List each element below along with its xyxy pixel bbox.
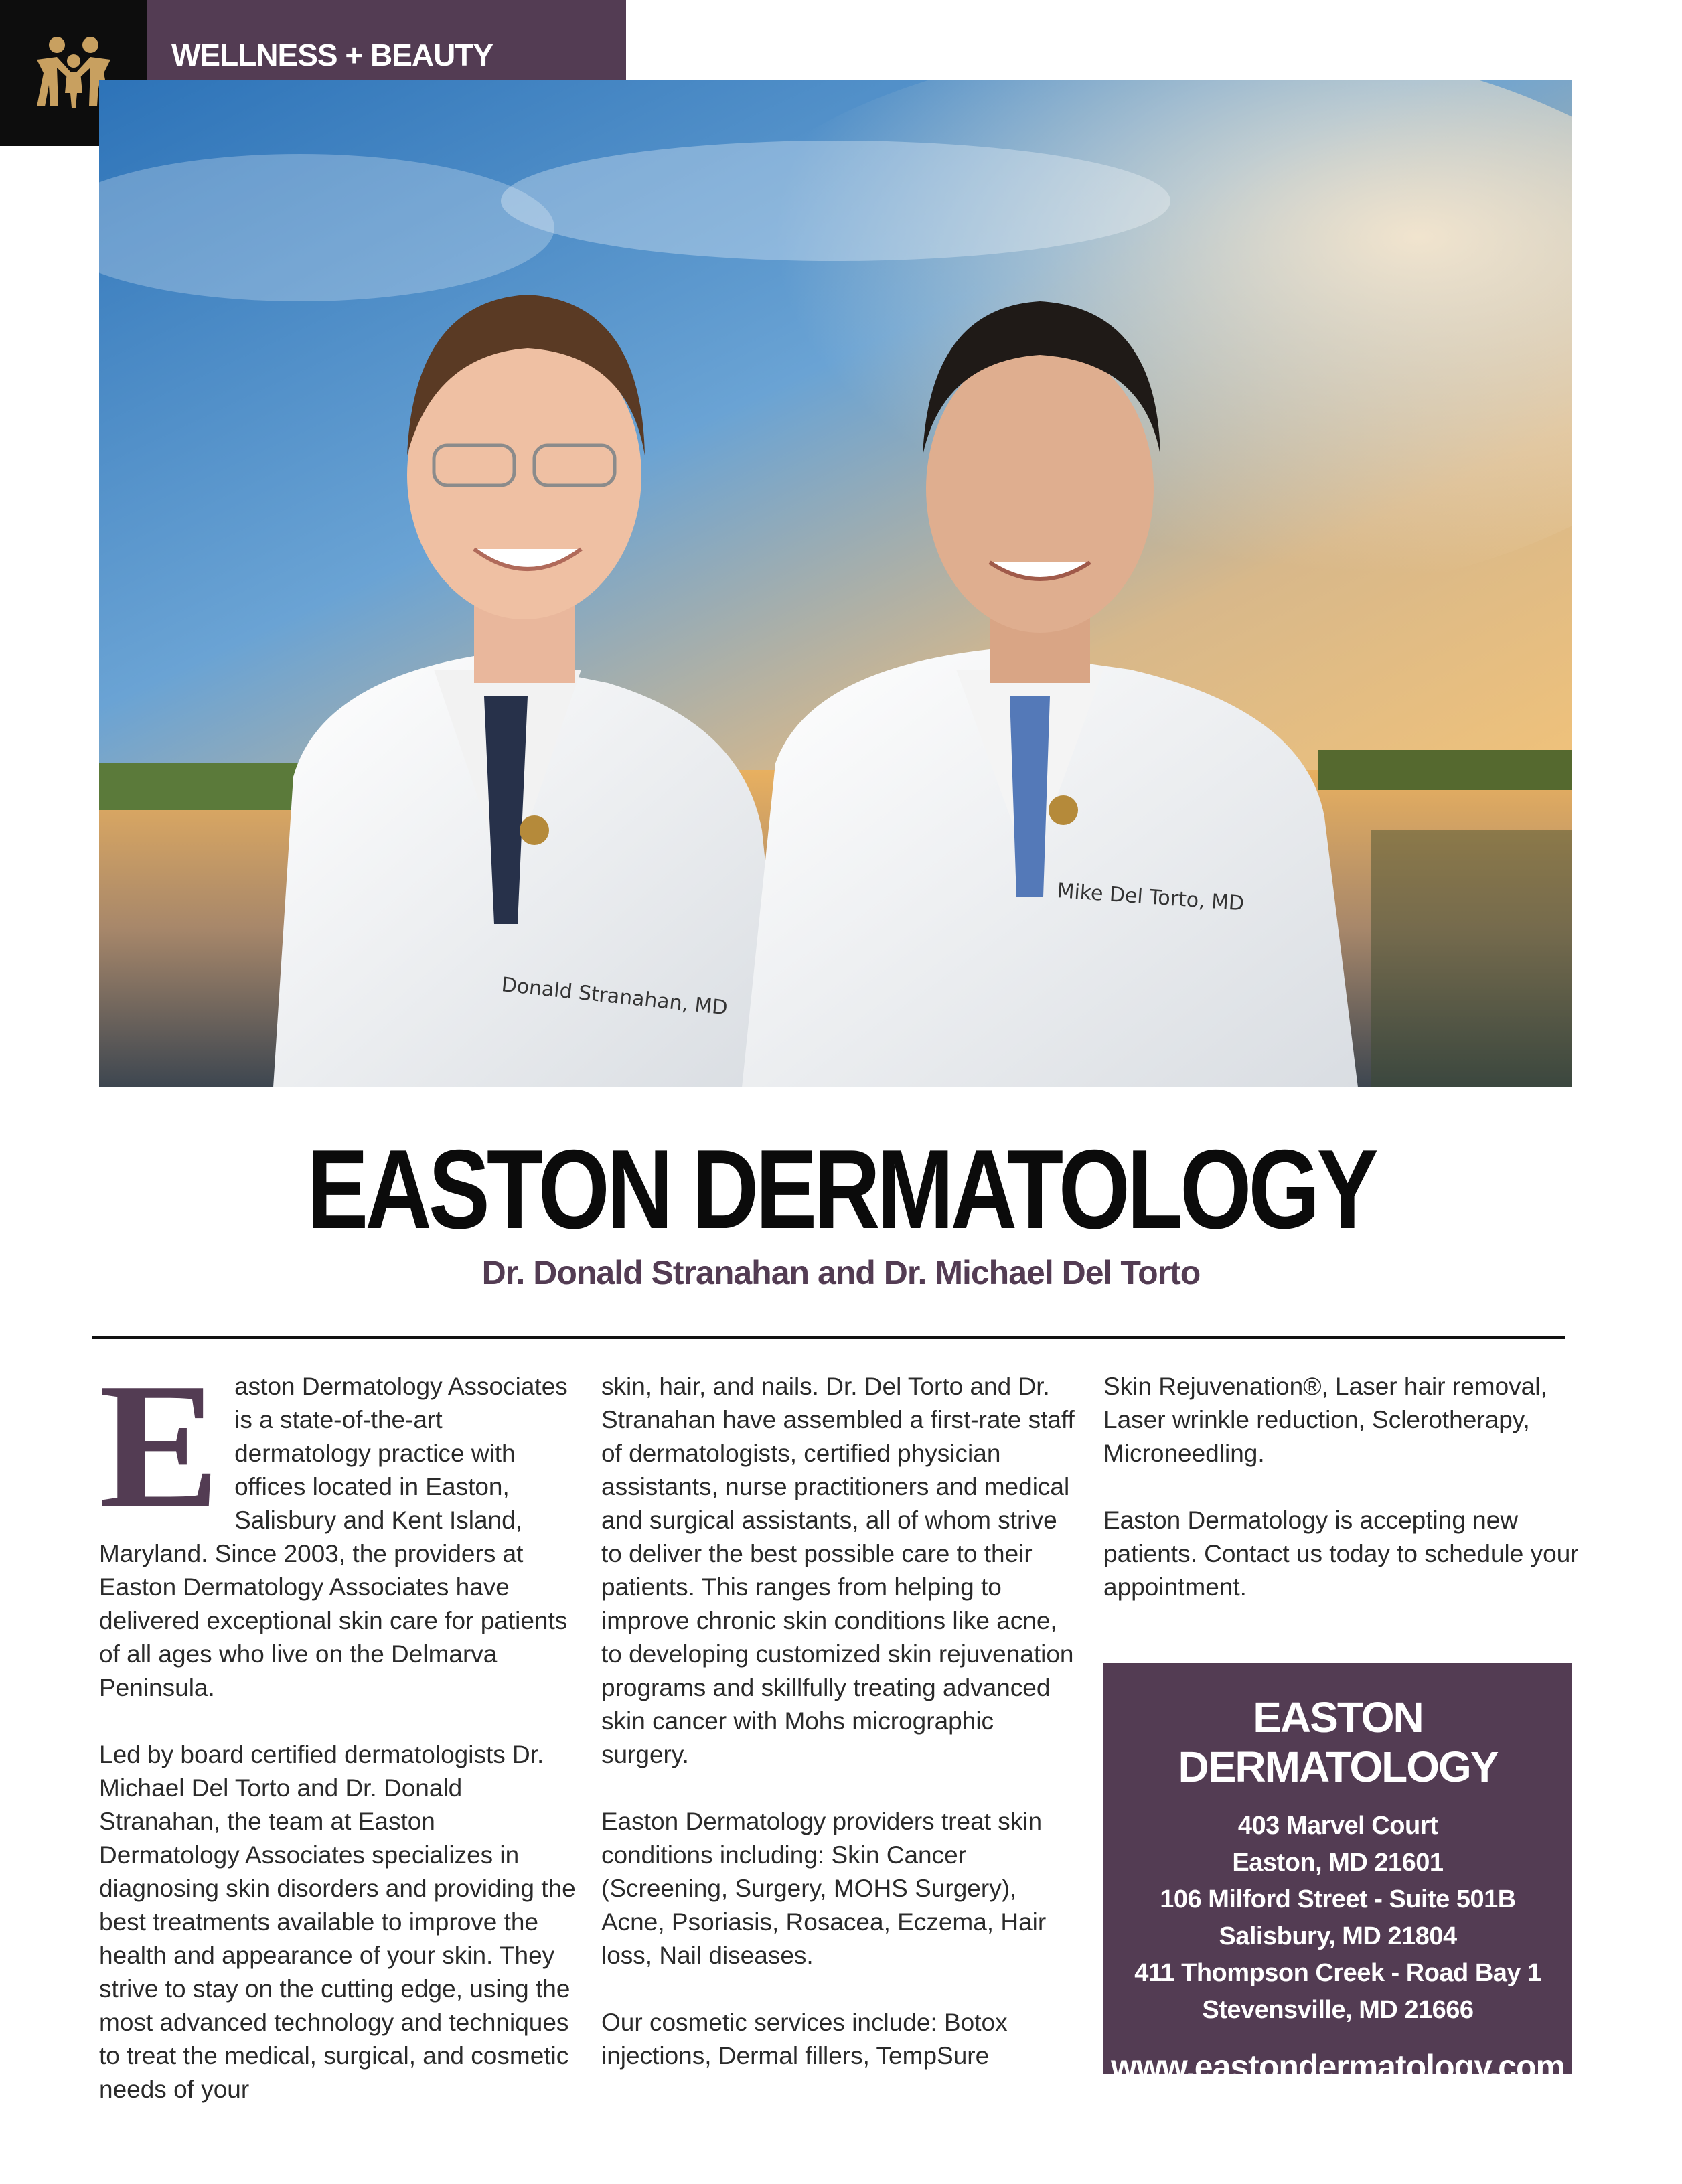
article-title: EASTON DERMATOLOGY [307,1126,1375,1252]
article-subtitle: Dr. Donald Stranahan and Dr. Michael Del Torto [481,1254,1201,1292]
svg-text:Mike Del Torto, MD: Mike Del Torto, MD [1056,879,1245,916]
body-paragraph: Our cosmetic services include: Botox injections, Dermal fillers, TempSure [601,2009,1008,2070]
website-link[interactable]: www.eastondermatology.com [1111,2048,1565,2086]
section-label: WELLNESS + BEAUTY [147,0,626,146]
contact-info-box [1103,1663,1572,2086]
body-paragraph: aston Dermatology Associates is a state-of-the-art dermatology practice with offices located in Easton, Salisbury and Kent Island, Maryland. Since 2003, the providers at Easton Dermatology Associates have delivered exceptional skin care for patients of all ages who live on the Delmarva Peninsula. [99,1373,568,1701]
address-line: Stevensville, MD 21666 [1202,1996,1474,2024]
article-column-1 [99,1346,576,2140]
address-line: 411 Thompson Creek - Road Bay 1 [1134,1959,1541,1987]
address-line: 403 Marvel Court [1237,1812,1438,1840]
address-line: Salisbury, MD 21804 [1219,1922,1457,1950]
drop-cap: E [99,1346,220,1546]
article-column-3 [1103,1370,1580,1638]
divider-rule [92,1336,1565,1339]
body-paragraph: Easton Dermatology is accepting new patients. Contact us today to schedule your appointment. [1103,1506,1579,1601]
body-paragraph: skin, hair, and nails. Dr. Del Torto and Dr. Stranahan have assembled a first-rate staff of dermatologists, certified physician assistants, nurse practitioners and medical and surgical assistants, all of whom strive to deliver the best possible care to their patients. This ranges from helping to improve chronic skin conditions like acne, to developing customized skin rejuvenation programs and skillfully treating advanced skin cancer with Mohs micrographic surgery. [601,1373,1075,1768]
body-paragraph: Easton Dermatology providers treat skin conditions including: Skin Cancer (Screening, Surgery, MOHS Surgery), Acne, Psoriasis, Rosacea, Eczema, Hair loss, Nail diseases. [601,1808,1047,1969]
hero-photo [99,80,1572,1087]
article-column-2 [601,1370,1078,2106]
body-paragraph: Led by board certified dermatologists Dr. Michael Del Torto and Dr. Donald Stranahan, the team at Easton Dermatology Associates specializes in diagnosing skin disorders and providing the best treatments available to improve the health and appearance of your skin. They strive to stay on the cutting edge, using the most advanced technology and techniques to treat the medical, surgical, and cosmetic needs of your [99,1741,576,2103]
address-line: 106 Milford Street - Suite 501B [1160,1885,1516,1914]
info-box-title: EASTON DERMATOLOGY [1178,1693,1498,1791]
body-paragraph: Skin Rejuvenation®, Laser hair removal, Laser wrinkle reduction, Sclerotherapy, Microneedling. [1103,1373,1547,1467]
svg-text:Donald Stranahan, MD: Donald Stranahan, MD [500,973,729,1020]
address-line: Easton, MD 21601 [1232,1849,1444,1877]
